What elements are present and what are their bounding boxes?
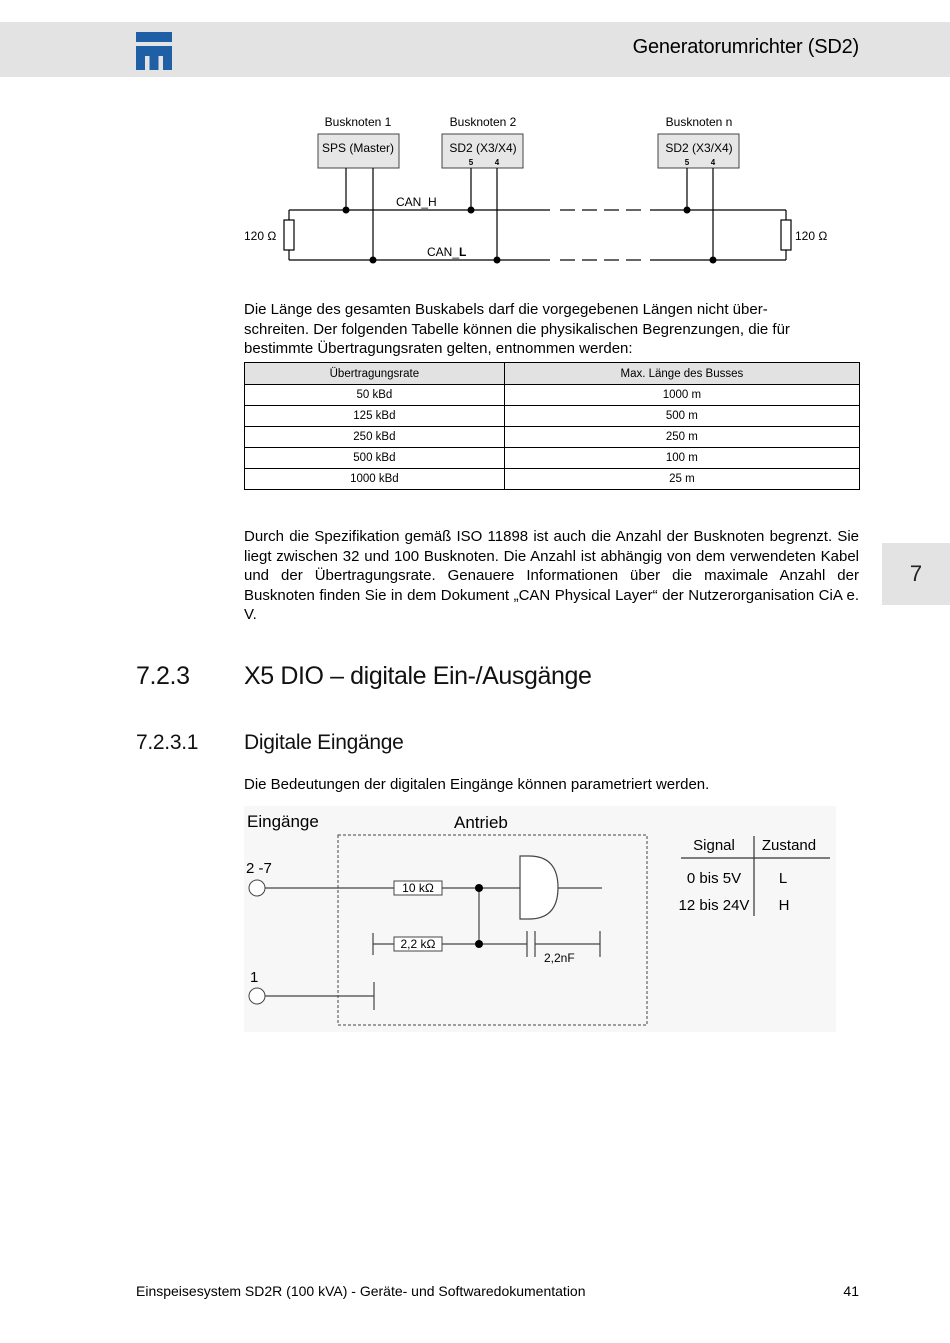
table-cell: 250 m	[504, 427, 859, 448]
state-row-2: H	[778, 897, 790, 914]
table-row	[245, 469, 860, 490]
node-n-box-label: SD2 (X3/X4)	[665, 141, 733, 155]
can-bus-diagram	[230, 105, 850, 275]
state-row-1: L	[778, 870, 788, 887]
pin-label-1: 1	[250, 969, 259, 986]
digital-input-diagram	[244, 806, 836, 1032]
node-1-title: Busknoten 1	[324, 115, 392, 129]
subsection-number: 7.2.3.1	[136, 731, 199, 754]
table-cell: 250 kBd	[245, 427, 505, 448]
footer-doc-title: Einspeisesystem SD2R (100 kVA) - Geräte- und Softwaredokumentation	[136, 1283, 586, 1299]
signal-header: Signal	[693, 837, 735, 854]
spec-paragraph: Durch die Spezifikation gemäß ISO 11898 ist auch die Anzahl der Busknoten begrenzt. Sie liegt zwischen 32 und 100 Busknoten. Die Anzahl ist abhängig von dem verwendeten Kabel und der Übertragungsrate. Genauere Informationen über die maximale Anzahl der Busknoten finden Sie in dem Dokument „CAN Physical Layer“ der Nutzerorganisation CiA e. V.	[244, 528, 859, 623]
table-cell: 500 m	[504, 406, 859, 427]
subsection-title: Digitale Eingänge	[244, 731, 404, 754]
resistor-right-label: 120 Ω	[795, 229, 828, 243]
series-resistor-label: 10 kΩ	[402, 881, 434, 895]
node-2-pin-4: 4	[494, 158, 500, 167]
pull-resistor-label: 2,2 kΩ	[400, 937, 436, 951]
transfer-rate-table	[244, 362, 860, 490]
input-terminal-2-7	[249, 880, 265, 896]
drive-label: Antrieb	[454, 813, 508, 832]
signal-row-1: 0 bis 5V	[686, 870, 742, 887]
resistor-left-label: 120 Ω	[244, 229, 277, 243]
inputs-paragraph: Die Bedeutungen der digitalen Eingänge können parametriert werden.	[244, 776, 710, 793]
can-l-label: CAN_L	[427, 245, 467, 259]
page-number: 41	[843, 1283, 859, 1299]
intro-paragraph: Die Länge des gesamten Buskabels darf die vorgegebenen Längen nicht über- schreiten. Der folgenden Tabelle können die physikalischen Begrenzungen, die für bestimmte Übertragungsraten gelten, entnommen werden:	[244, 301, 790, 357]
table-cell: 50 kBd	[245, 385, 505, 406]
table-row	[245, 427, 860, 448]
table-cell: 25 m	[504, 469, 859, 490]
pin-label-2-7: 2 -7	[246, 860, 272, 877]
table-cell: 1000 m	[504, 385, 859, 406]
node-1-box-label: SPS (Master)	[321, 141, 395, 155]
termination-resistor-right	[781, 220, 791, 250]
and-gate	[520, 856, 558, 919]
section-number: 7.2.3	[136, 662, 190, 690]
capacitor-label: 2,2nF	[544, 951, 575, 965]
table-cell: 1000 kBd	[245, 469, 505, 490]
header-title: Generatorumrichter (SD2)	[632, 36, 859, 58]
state-header: Zustand	[761, 837, 817, 854]
table-header-length: Max. Länge des Busses	[504, 363, 859, 385]
input-terminal-1	[249, 988, 265, 1004]
table-cell: 100 m	[504, 448, 859, 469]
signal-row-2: 12 bis 24V	[678, 897, 750, 914]
table-row	[245, 406, 860, 427]
section-title: X5 DIO – digitale Ein-/Ausgänge	[244, 662, 592, 690]
table-cell: 500 kBd	[245, 448, 505, 469]
inputs-label: Eingänge	[247, 812, 319, 831]
company-logo	[136, 32, 172, 70]
node-n-pin-5: 5	[684, 158, 690, 167]
table-header-rate: Übertragungsrate	[245, 363, 505, 385]
table-cell: 125 kBd	[245, 406, 505, 427]
chapter-tab: 7	[882, 543, 950, 605]
node-n-title: Busknoten n	[665, 115, 733, 129]
node-2-title: Busknoten 2	[449, 115, 517, 129]
termination-resistor-left	[284, 220, 294, 250]
table-row	[245, 385, 860, 406]
node-2-pin-5: 5	[468, 158, 474, 167]
table-row	[245, 448, 860, 469]
node-2-box-label: SD2 (X3/X4)	[449, 141, 517, 155]
node-n-pin-4: 4	[710, 158, 716, 167]
can-h-label: CAN_H	[396, 195, 437, 209]
